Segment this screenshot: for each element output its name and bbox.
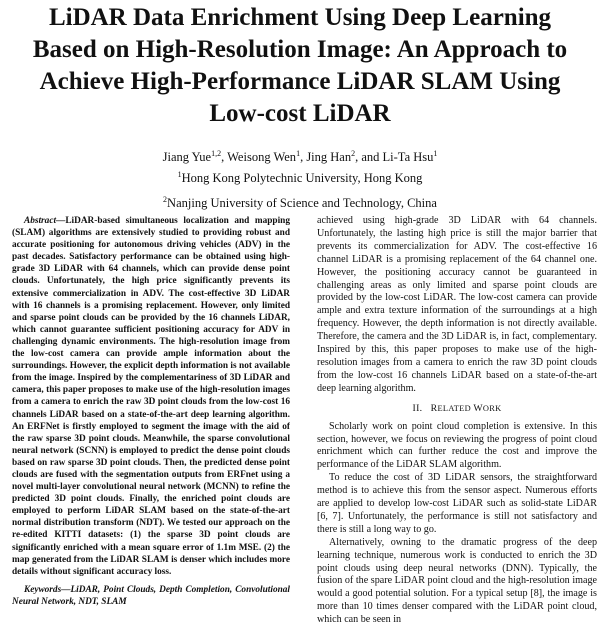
affiliation-2: $^2$Nanjing University of Science and Technology, China — [163, 195, 437, 211]
title-line: LiDAR Data Enrichment Using Deep Learning — [48, 4, 552, 31]
title-line: Achieve High-Performance LiDAR SLAM Using — [39, 68, 561, 95]
author-affil-mark: 1,2 — [211, 149, 222, 158]
abstract-text: —LiDAR-based simultaneous localization and mapping (SLAM) algorithms are extensively studied to providing robust and accurate positioning for autonomous driving vehicles (ADV) in the past decades. Satisfactory performance can be obtained using high-grade 3D LiDAR with 64 channels, which can provide dense point clouds. Unfortunately, the high price significantly prevents its extensive commercialization in ADV. The cost-effective 3D LiDAR with 16 channels is a promising replacement. However, only limited and sparse point clouds can be provided by the 16 channels LiDAR, which cannot guarantee sufficient positioning accuracy for ADV in challenging dynamic environments. The high-resolution image from the low-cost camera can provide ample information about the surroundings. However, the explicit depth information is not available from the image. Inspired by the complementariness of 3D LiDAR and camera, this paper proposes to make use of the high-resolution images from a camera to enrich the raw 3D point clouds from the low-cost 16 channels LiDAR based on a state-of-the-art deep learning algorithm. An ERFNet is firstly employed to segment the image with the aid of the raw sparse 3D point clouds. Meanwhile, the sparse convolutional neural network (SCNN) is employed to predict the dense point clouds based on raw sparse 3D point clouds. Then, the predicted dense point clouds are fused with the segmentation outputs from ERFnet using a novel multi-layer convolutional neural network (MCNN) to refine the predicted 3D point clouds. Finally, the enriched point clouds are employed to perform LiDAR SLAM based on the state-of-the-art normal distribution transform (NDT). We tested our approach on the re-edited KITTI datasets: (1) the sparse 3D point clouds are significantly enriched with a mean square error of 1.1m MSE. (2) the map generated from the LiDAR SLAM is denser which includes more details without significant accuracy loss. — [12, 216, 290, 577]
keywords-text: —LiDAR, Point Clouds, Depth Completion, Convolutional Neural Network, NDT, SLAM — [12, 584, 290, 607]
abstract — [12, 215, 290, 578]
author-affil-mark: 2 — [351, 149, 356, 158]
author-affil-mark: 1 — [433, 149, 438, 158]
section-number: II. — [412, 402, 423, 414]
left-column — [12, 215, 290, 640]
author-list — [0, 145, 600, 166]
body-paragraph: To reduce the cost of 3D LiDAR sensors, the straightforward method is to achieve this from the sensor aspect. Numerous efforts are applied to develop low-cost LiDAR such as solid-state LiDAR [6, 7]. Unfortunately, the performance is still not satisfactory and there is still a long way to go. — [317, 472, 597, 535]
right-column — [317, 215, 597, 640]
affiliation-1: $^1$Hong Kong Polytechnic University, Hong Kong — [177, 170, 423, 186]
keywords — [12, 584, 290, 608]
author-name: , and Li-Ta Hsu — [355, 150, 434, 165]
title-line: Low-cost LiDAR — [209, 100, 391, 127]
section-heading: II. RELATED WORK — [412, 402, 502, 414]
author-affil-mark: 1 — [296, 149, 301, 158]
author-name: , Jing Han — [300, 150, 352, 165]
author-block — [0, 145, 600, 212]
body-paragraph: Scholarly work on point cloud completion is extensive. In this section, however, we focus on reviewing the progress of point cloud enrichment which can further reduce the cost and improve the performance of the LiDAR SLAM algorithm. — [317, 420, 597, 471]
keywords-label: Keywords — [24, 584, 62, 595]
author-name: , Weisong Wen — [221, 150, 297, 165]
author-name: Jiang Yue — [162, 150, 212, 165]
body-paragraph: achieved using high-grade 3D LiDAR with 64 channels. Unfortunately, the lasting high price is still the major barrier that prevents its commercialization for ADV. The cost-effective 16 channel LiDAR is a promising replacement of the 64 channel one. However, the positioning accuracy cannot be guaranteed in challenging areas as only limited and sparse point clouds are provided by the low-cost LiDAR. The low-cost camera can provide ample and extra texture information of the surroundings at a high frequency. However, the depth information is not directly available. Therefore, the camera and the 3D LiDAR is, in fact, complementary. Inspired by this, this paper proposes to make use of the high-resolution images from a camera to enrich the raw 3D point clouds from the low-cost 16 channels LiDAR based on a state-of-the-art deep learning algorithm. — [317, 215, 597, 394]
abstract-label: Abstract — [24, 216, 57, 226]
body-paragraph: Alternatively, owning to the dramatic progress of the deep learning technique, numerous work is conducted to enrich the 3D point clouds using deep neural networks (DNN). Typically, the fusion of the spare LiDAR point cloud and the high-resolution image would a good potential solution. For a typical setup [8], the image is more than 10 times denser compared with the LiDAR point cloud, which can be seen in — [317, 536, 597, 626]
paper-title — [0, 2, 600, 130]
title-line: Based on High-Resolution Image: An Approach to — [32, 36, 568, 63]
